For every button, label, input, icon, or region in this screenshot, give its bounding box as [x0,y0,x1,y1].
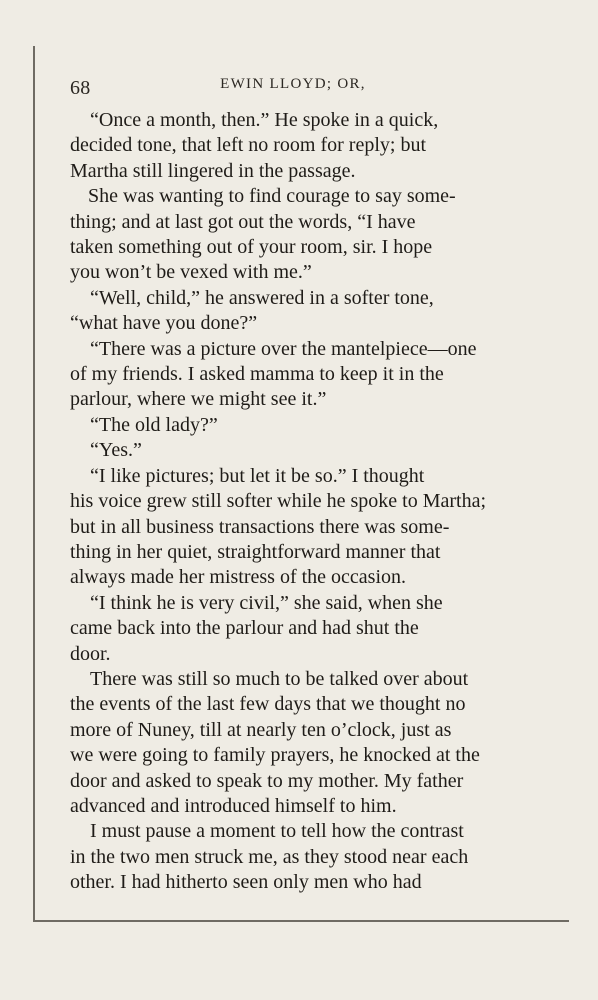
text-line: the events of the last few days that we thought no [70,693,466,716]
text-line: always made her mistress of the occasion. [70,566,407,589]
text-line: other. I had hitherto seen only men who had [70,871,422,894]
text-line: She was wanting to find courage to say some- [88,185,456,208]
page-number: 68 [70,77,91,99]
text-line: “Once a month, then.” He spoke in a quick, [90,109,439,131]
text-line: but in all business transactions there was some- [70,515,450,538]
text-line: came back into the parlour and had shut the [70,617,419,640]
text-line: “There was a picture over the mantelpiece—one [90,337,477,360]
text-line: advanced and introduced himself to him. [70,794,397,817]
text-line: in the two men struck me, as they stood near each [70,845,469,868]
text-line: more of Nuney, till at nearly ten o’clock, just as [70,718,452,741]
text-line: you won’t be vexed with me.” [70,261,312,284]
text-line: thing in her quiet, straightforward manner that [70,540,441,563]
text-line: There was still so much to be talked over about [90,667,469,690]
page-header [70,74,516,102]
text-line: of my friends. I asked mamma to keep it in the [70,363,444,386]
text-line: “I like pictures; but let it be so.” I thought [90,464,425,487]
text-line: “Yes.” [90,439,142,462]
text-line: door. [70,642,111,665]
text-line: “what have you done?” [70,312,258,335]
text-line: “I think he is very civil,” she said, when she [90,591,443,614]
body-text [70,108,513,896]
text-line: decided tone, that left no room for reply; but [70,134,427,157]
text-line: his voice grew still softer while he spoke to Martha; [70,490,487,513]
text-line: door and asked to speak to my mother. My father [70,769,464,792]
running-head: EWIN LLOYD; OR, [220,76,366,92]
text-line: “The old lady?” [90,413,218,436]
text-line: thing; and at last got out the words, “I have [70,210,416,233]
text-line: “Well, child,” he answered in a softer tone, [90,286,434,309]
text-line: Martha still lingered in the passage. [70,159,356,182]
text-line: we were going to family prayers, he knocked at the [70,744,480,767]
text-line: parlour, where we might see it.” [70,388,327,411]
text-line: I must pause a moment to tell how the contrast [90,820,464,843]
text-line: taken something out of your room, sir. I hope [70,236,433,259]
